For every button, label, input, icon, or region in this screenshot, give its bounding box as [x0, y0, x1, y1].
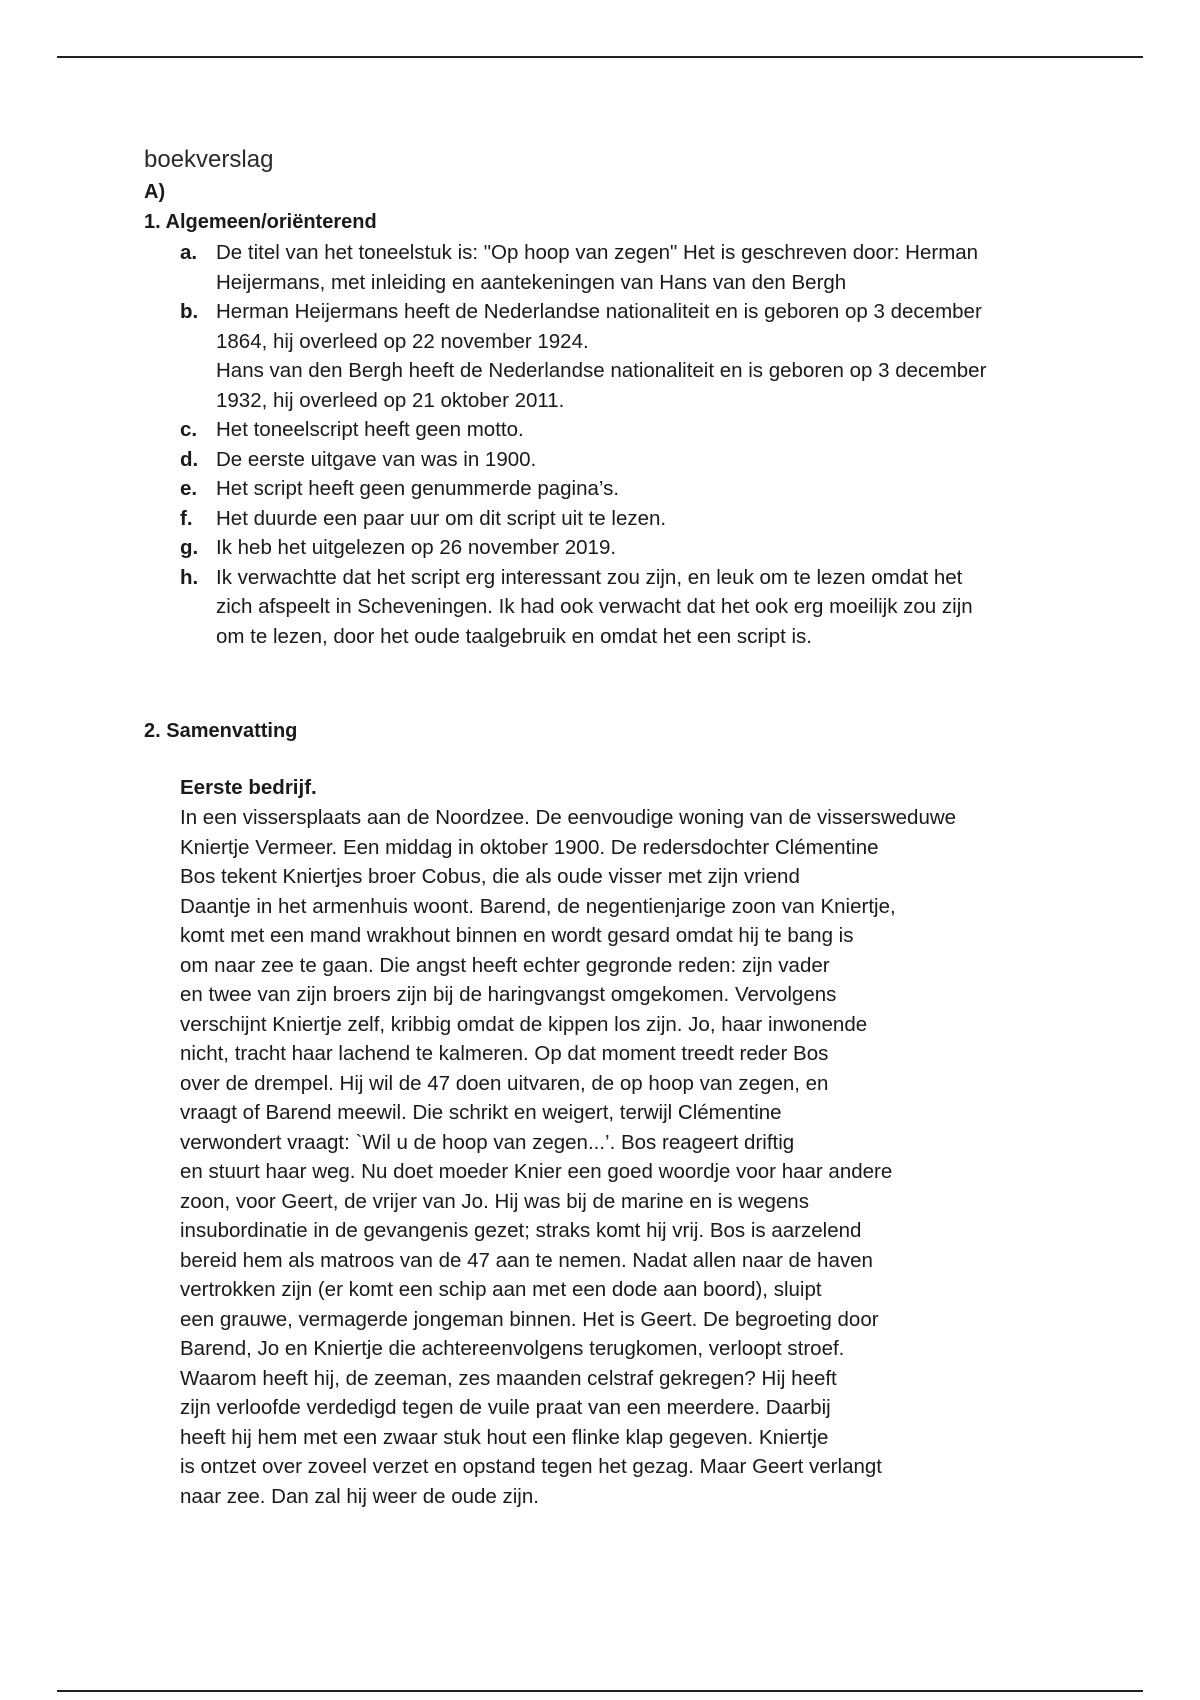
paragraph-line: een grauwe, vermagerde jongeman binnen. Het is Geert. De begroeting door [180, 1307, 879, 1331]
list-item-letter: f. [180, 506, 193, 530]
list-item-line: Ik heb het uitgelezen op 26 november 2019. [216, 536, 617, 559]
list-item [144, 445, 1084, 475]
paragraph-line: Daantje in het armenhuis woont. Barend, de negentienjarige zoon van Kniertje, [180, 894, 896, 918]
document-body [144, 142, 1084, 1511]
list-item [144, 238, 1084, 297]
footer-rule [57, 1690, 1143, 1692]
list-item-letter: e. [180, 477, 198, 500]
paragraph-line: verwondert vraagt: `Wil u de hoop van zegen...’. Bos reageert driftig [180, 1130, 795, 1154]
list-item-line: Het script heeft geen genummerde pagina’s. [216, 477, 620, 500]
paragraph-line: naar zee. Dan zal hij weer de oude zijn. [180, 1484, 539, 1508]
list-item-line: Het duurde een paar uur om dit script uit te lezen. [216, 506, 667, 530]
list-item-line: Ik verwachtte dat het script erg interessant zou zijn, en leuk om te lezen omdat het [216, 565, 963, 589]
list-item [144, 415, 1084, 445]
section-spacer [144, 651, 1084, 717]
list-item-line: om te lezen, door het oude taalgebruik en omdat het een script is. [216, 624, 813, 648]
paragraph-line: Kniertje Vermeer. Een middag in oktober 1900. De redersdochter Clémentine [180, 835, 879, 859]
paragraph-line: Bos tekent Kniertjes broer Cobus, die als oude visser met zijn vriend [180, 865, 800, 888]
list-item-letter: a. [180, 241, 198, 264]
paragraph-line: komt met een mand wrakhout binnen en wordt gesard omdat hij te bang is [180, 924, 854, 947]
paragraph-line: verschijnt Kniertje zelf, kribbig omdat de kippen los zijn. Jo, haar inwonende [180, 1012, 868, 1036]
paragraph-line: Waarom heeft hij, de zeeman, zes maanden celstraf gekregen? Hij heeft [180, 1366, 837, 1390]
summary-block [180, 773, 1000, 1511]
list-item-letter: b. [180, 300, 199, 323]
section-heading-general: 1. Algemeen/oriënterend [144, 211, 377, 233]
document-title: boekverslag [144, 146, 274, 173]
header-rule [57, 56, 1143, 58]
paragraph-line: is ontzet over zoveel verzet en opstand tegen het gezag. Maar Geert verlangt [180, 1455, 882, 1478]
list-item-line: Het toneelscript heeft geen motto. [216, 418, 524, 441]
list-item-letter: c. [180, 418, 198, 441]
paragraph-line: Barend, Jo en Kniertje die achtereenvolgens terugkomen, verloopt stroef. [180, 1337, 845, 1360]
list-item [144, 533, 1084, 563]
section-heading-summary: 2. Samenvatting [144, 720, 298, 742]
section-spacer [144, 747, 1084, 773]
list-item-line: Hans van den Bergh heeft de Nederlandse nationaliteit en is geboren op 3 december [216, 359, 987, 382]
paragraph-line: en stuurt haar weg. Nu doet moeder Knier een goed woordje voor haar andere [180, 1160, 893, 1183]
part-label: A) [144, 181, 166, 203]
list-item-line: 1932, hij overleed op 21 oktober 2011. [216, 388, 565, 412]
paragraph-line: en twee van zijn broers zijn bij de haringvangst omgekomen. Vervolgens [180, 983, 837, 1006]
list-item [144, 563, 1084, 652]
list-item-line: Herman Heijermans heeft de Nederlandse nationaliteit en is geboren op 3 december [216, 300, 982, 323]
paragraph-line: vertrokken zijn (er komt een schip aan met een dode aan boord), sluipt [180, 1278, 822, 1301]
paragraph-line: nicht, tracht haar lachend te kalmeren. Op dat moment treedt reder Bos [180, 1042, 829, 1065]
paragraph-line: bereid hem als matroos van de 47 aan te nemen. Nadat allen naar de haven [180, 1248, 873, 1272]
paragraph-line: In een vissersplaats aan de Noordzee. De eenvoudige woning van de vissersweduwe [180, 806, 957, 829]
list-item-line: Heijermans, met inleiding en aantekeningen van Hans van den Bergh [216, 270, 847, 294]
general-info-list [144, 238, 1084, 651]
list-item-letter: d. [180, 447, 199, 471]
paragraph-line: insubordinatie in de gevangenis gezet; straks komt hij vrij. Bos is aarzelend [180, 1219, 862, 1242]
paragraph-line: zijn verloofde verdedigd tegen de vuile praat van een meerdere. Daarbij [180, 1396, 831, 1419]
list-item-line: zich afspeelt in Scheveningen. Ik had ook verwacht dat het ook erg moeilijk zou zijn [216, 595, 973, 618]
paragraph-line: zoon, voor Geert, de vrijer van Jo. Hij was bij de marine en is wegens [180, 1189, 809, 1213]
list-item [144, 504, 1084, 534]
list-item [144, 474, 1084, 504]
list-item-letter: g. [180, 536, 199, 559]
list-item [144, 297, 1084, 415]
act-title: Eerste bedrijf. [180, 776, 317, 799]
paragraph-line: over de drempel. Hij wil de 47 doen uitvaren, de op hoop van zegen, en [180, 1071, 829, 1095]
list-item-line: De eerste uitgave van was in 1900. [216, 447, 537, 471]
list-item-letter: h. [180, 565, 199, 589]
list-item-line: 1864, hij overleed op 22 november 1924. [216, 329, 589, 353]
paragraph-line: om naar zee te gaan. Die angst heeft echter gegronde reden: zijn vader [180, 953, 830, 977]
list-item-line: De titel van het toneelstuk is: "Op hoop van zegen" Het is geschreven door: Herman [216, 241, 979, 264]
paragraph-line: heeft hij hem met een zwaar stuk hout een flinke klap gegeven. Kniertje [180, 1425, 829, 1449]
paragraph-line: vraagt of Barend meewil. Die schrikt en weigert, terwijl Clémentine [180, 1101, 782, 1124]
